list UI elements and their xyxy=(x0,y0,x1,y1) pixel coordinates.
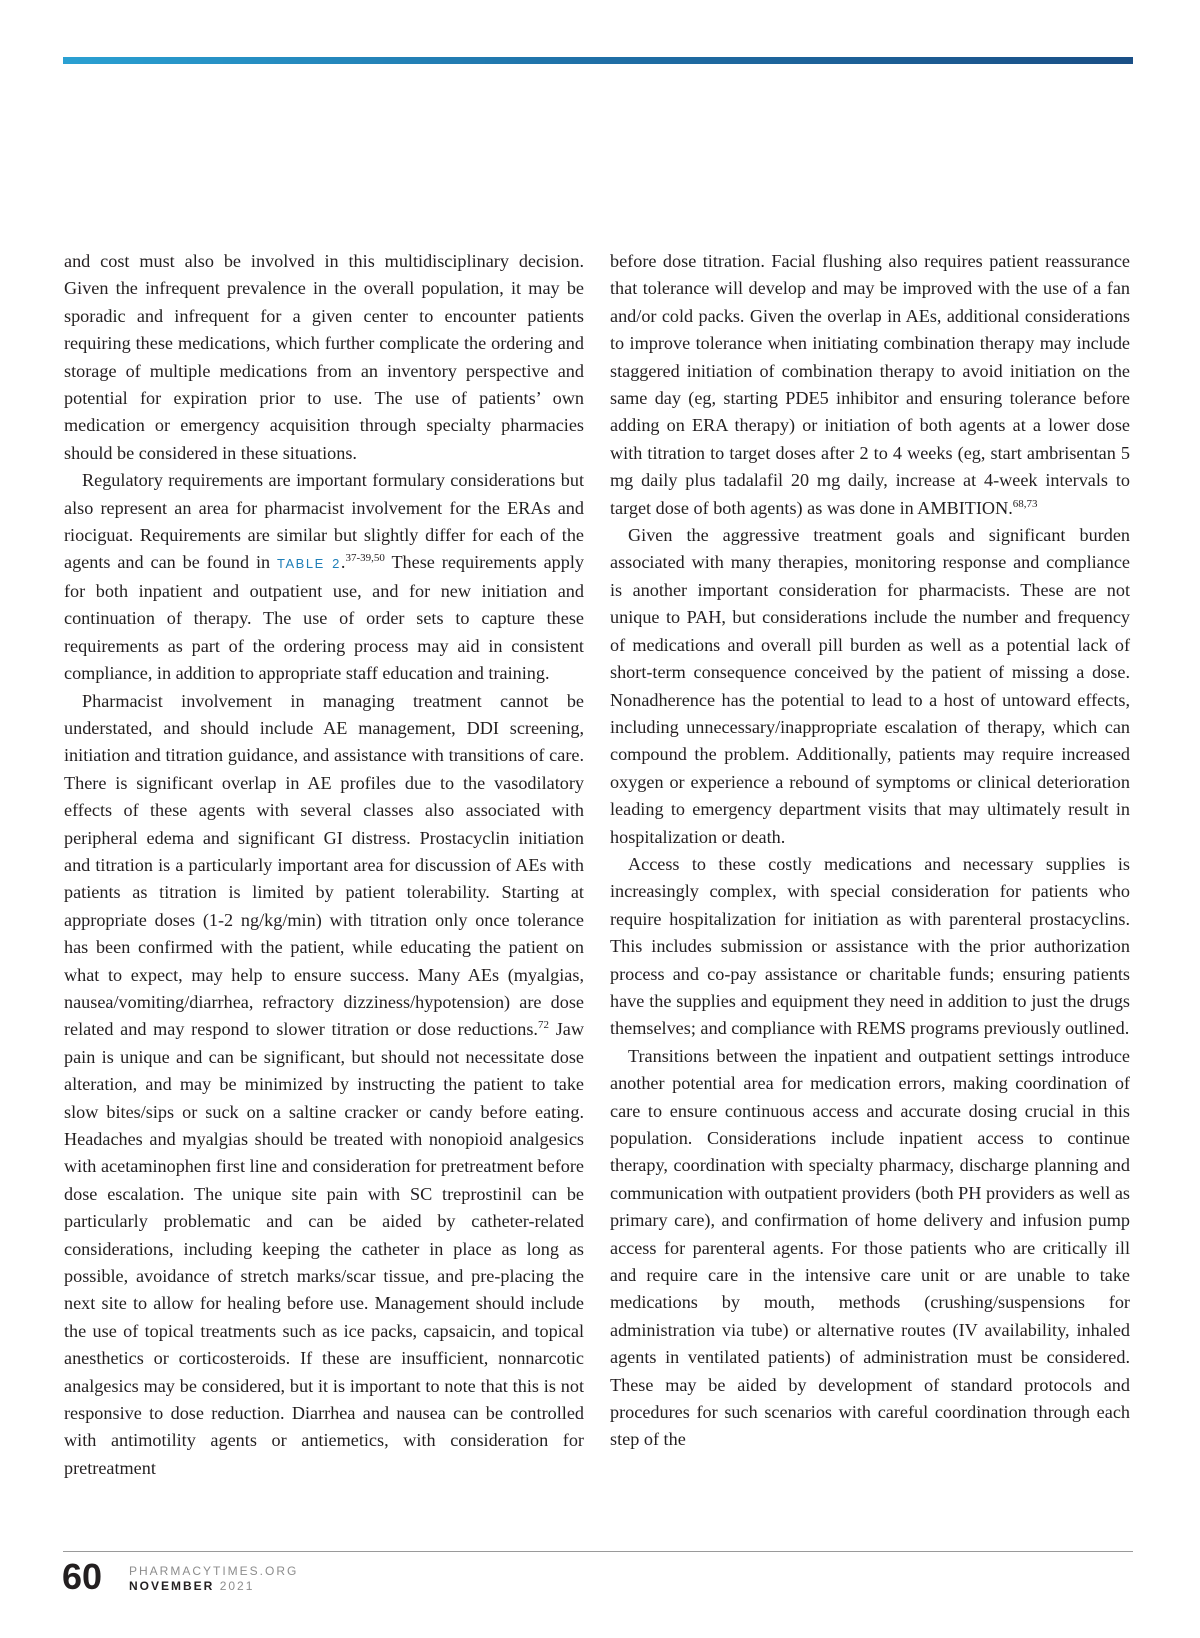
paragraph: before dose titration. Facial flushing also requires patient reassurance that tolerance will develop and may be improved with the use of a fan and/or cold packs. Given the overlap in AEs, additional considerations to improve tolerance when initiating combination therapy may include staggered initiation of combination therapy to avoid initiation on the same day (eg, starting PDE5 inhibitor and ensuring tolerance before adding on ERA therapy) or initiation of both agents at a lower dose with titration to target doses after 2 to 4 weeks (eg, start ambrisentan 5 mg daily plus tadalafil 20 mg daily, increase at 4-week intervals to target dose of both agents) as was done in AMBITION.$^{68,73}$ xyxy=(610,251,1130,518)
paragraph: Transitions between the inpatient and outpatient settings introduce another potential area for medication errors, making coordination of care to ensure continuous access and accurate dosing crucial in this population. Considerations include inpatient access to continue therapy, coordination with specialty pharmacy, discharge planning and communication with outpatient providers (both PH providers as well as primary care), and confirmation of home delivery and infusion pump access for parenteral agents. For those patients who are critically ill and require care in the intensive care unit or are unable to take medications by mouth, methods (crushing/suspensions for administration via tube) or alternative routes (IV availability, inhaled agents in ventilated patients) of administration must be considered. These may be aided by development of standard protocols and procedures for such scenarios with careful coordination through each step of the xyxy=(610,1045,1130,1450)
citation: 72 xyxy=(537,1019,549,1032)
citation: 68,73 xyxy=(1012,497,1038,510)
page-number: 60 xyxy=(62,1556,103,1597)
citation: 37-39,50 xyxy=(345,552,385,565)
paragraph: Given the aggressive treatment goals and significant burden associated with many therapies, monitoring response and compliance is another important consideration for pharmacists. These are not unique to PAH, but considerations include the number and frequency of medications and overall pill burden as well as a potential lack of short-term consequence conceived by the patient of missing a dose. Nonadherence has the potential to lead to a host of untoward effects, including unnecessary/inappropriate escalation of therapy, which can compound the problem. Additionally, patients may require increased oxygen or experience a rebound of symptoms or clinical deterioration leading to emergency department visits that may ultimately result in hospitalization or death. xyxy=(610,525,1130,847)
paragraph: Access to these costly medications and necessary supplies is increasingly complex, with special consideration for patients who require hospitalization for initiation as with parenteral prostacyclins. This includes submission or assistance with the prior authorization process and co-pay assistance or charitable funds; ensuring patients have the supplies and equipment they need in addition to just the drugs themselves; and compliance with REMS programs previously outlined. xyxy=(610,853,1130,1039)
header-rule xyxy=(63,57,1133,64)
publication-info xyxy=(129,1564,298,1594)
paragraph: and cost must also be involved in this multidisciplinary decision. Given the infrequent prevalence in the overall population, it may be sporadic and infrequent for a given center to encounter patients requiring these medications, which further complicate the ordering and storage of multiple medications from an inventory perspective and potential for expiration prior to use. The use of patients’ own medication or emergency acquisition through specialty pharmacies should be considered in these situations. xyxy=(64,251,584,463)
left-column xyxy=(64,248,584,1482)
footer-rule xyxy=(63,1551,1133,1552)
paragraph: Pharmacist involvement in managing treatment cannot be understated, and should include AE management, DDI screening, initiation and titration guidance, and assistance with transitions of care. There is significant overlap in AE profiles due to the vasodilatory effects of these agents with several classes also associated with peripheral edema and significant GI distress. Prostacyclin initiation and titration is a particularly important area for discussion of AEs with patients as titration is limited by patient tolerability. Starting at appropriate doses (1-2 ng/kg/min) with titration only once tolerance has been confirmed with the patient, while educating the patient on what to expect, may help to ensure success. Many AEs (myalgias, nausea/vomiting/diarrhea, refractory dizziness/hypotension) are dose related and may respond to slower titration or dose reductions.$^{72}$ Jaw pain is unique and can be significant, but should not necessitate dose alteration, and may be minimized by instructing the patient to take slow bites/sips or suck on a saltine cracker or candy before eating. Headaches and myalgias should be treated with nonopioid analgesics with acetaminophen first line and consideration for pretreatment before dose escalation. The unique site pain with SC treprostinil can be particularly problematic and can be aided by catheter-related considerations, including keeping the catheter in place as long as possible, avoidance of stretch marks/scar tissue, and pre-placing the next site to allow for healing before use. Management should include the use of topical treatments such as ice packs, capsaicin, and topical anesthetics or corticosteroids. If these are insufficient, nonnarcotic analgesics may be considered, but it is important to note that this is not responsive to dose reduction. Diarrhea and nausea can be controlled with antimotility agents or antiemetics, with consideration for pretreatment xyxy=(64,690,584,1478)
issue-month: NOVEMBER xyxy=(129,1579,215,1593)
paragraph: Regulatory requirements are important formulary considerations but also represent an area for pharmacist involvement for the ERAs and riociguat. Requirements are similar but slightly differ for each of the agents and can be found in TABLE 2.$^{37-39,50}$ These requirements apply for both inpatient and outpatient use, and for new initiation and continuation of therapy. The use of order sets to capture these requirements as part of the ordering process may aid in consistent compliance, in addition to appropriate staff education and training. xyxy=(64,470,584,684)
issue-year: 2021 xyxy=(219,1579,255,1593)
table-2-link[interactable]: TABLE 2 xyxy=(277,556,341,572)
site-url: PHARMACYTIMES.ORG xyxy=(129,1564,299,1578)
right-column xyxy=(610,248,1130,1454)
